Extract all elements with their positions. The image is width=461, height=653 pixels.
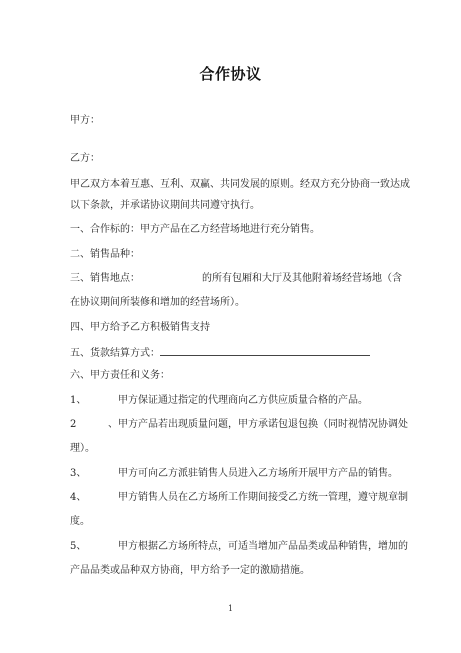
duty-item-5 (70, 540, 408, 554)
duty-item-4-continued: 度。 (70, 516, 90, 527)
duty-item-text: 甲方保证通过指定的代理商向乙方供应质量合格的产品。 (118, 395, 368, 406)
clause-3-line-1 (70, 272, 402, 286)
clause-4: 四、甲方给予乙方积极销售支持 (70, 322, 210, 333)
clause-3-line-2: 在协议期间所装修和增加的经营场所）。 (70, 297, 245, 308)
duty-item-number: 2、 (70, 419, 118, 430)
intro-line-2: 以下条款，并承诺协议期间共同遵守执行。 (70, 200, 260, 211)
document-title: 合作协议 (199, 65, 262, 83)
clause-6: 六、甲方责任和义务： (70, 370, 170, 381)
duty-item-text: 甲方销售人员在乙方场所工作期间接受乙方统一管理，遵守规章制 (118, 492, 408, 503)
clause-3-suffix: 的所有包厢和大厅及其他附着场经营场地（含 (202, 273, 402, 284)
duty-item-5-continued: 产品品类或品种双方协商，甲方给予一定的激励措施。 (70, 565, 310, 576)
intro-line-1: 甲乙双方本着互惠、互利、双赢、共同发展的原则。经双方充分协商一致达成 (70, 179, 410, 190)
duty-item-number: 4、 (70, 492, 87, 503)
duty-item-4 (70, 491, 408, 505)
duty-item-number: 3、 (70, 468, 87, 479)
duty-item-number: 5、 (70, 541, 87, 552)
duty-item-text: 甲方产品若出现质量问题，甲方承诺包退包换（同时视情况协调处 (118, 419, 408, 430)
clause-2: 二、销售品种： (70, 249, 140, 260)
page-number: 1 (227, 604, 234, 613)
party-a-line: 甲方： (70, 115, 100, 126)
clause-5 (70, 345, 396, 361)
clause-1: 一、合作标的：甲方产品在乙方经营场地进行充分销售。 (70, 224, 320, 235)
duty-item-text: 甲方可向乙方派驻销售人员进入乙方场所开展甲方产品的销售。 (118, 468, 398, 479)
clause-5-label: 五、货款结算方式： (70, 348, 160, 359)
duty-item-number: 1、 (70, 395, 87, 406)
payment-method-blank-line (160, 345, 370, 356)
duty-item-text: 甲方根据乙方场所特点，可适当增加产品品类或品种销售，增加的 (118, 541, 408, 552)
party-b-line: 乙方： (70, 153, 100, 164)
clause-3-prefix: 三、销售地点： (70, 273, 140, 284)
duty-item-2-continued: 理）。 (70, 443, 95, 454)
duty-item-3 (70, 467, 396, 481)
duty-item-2 (70, 418, 408, 432)
duty-item-1 (70, 394, 396, 408)
